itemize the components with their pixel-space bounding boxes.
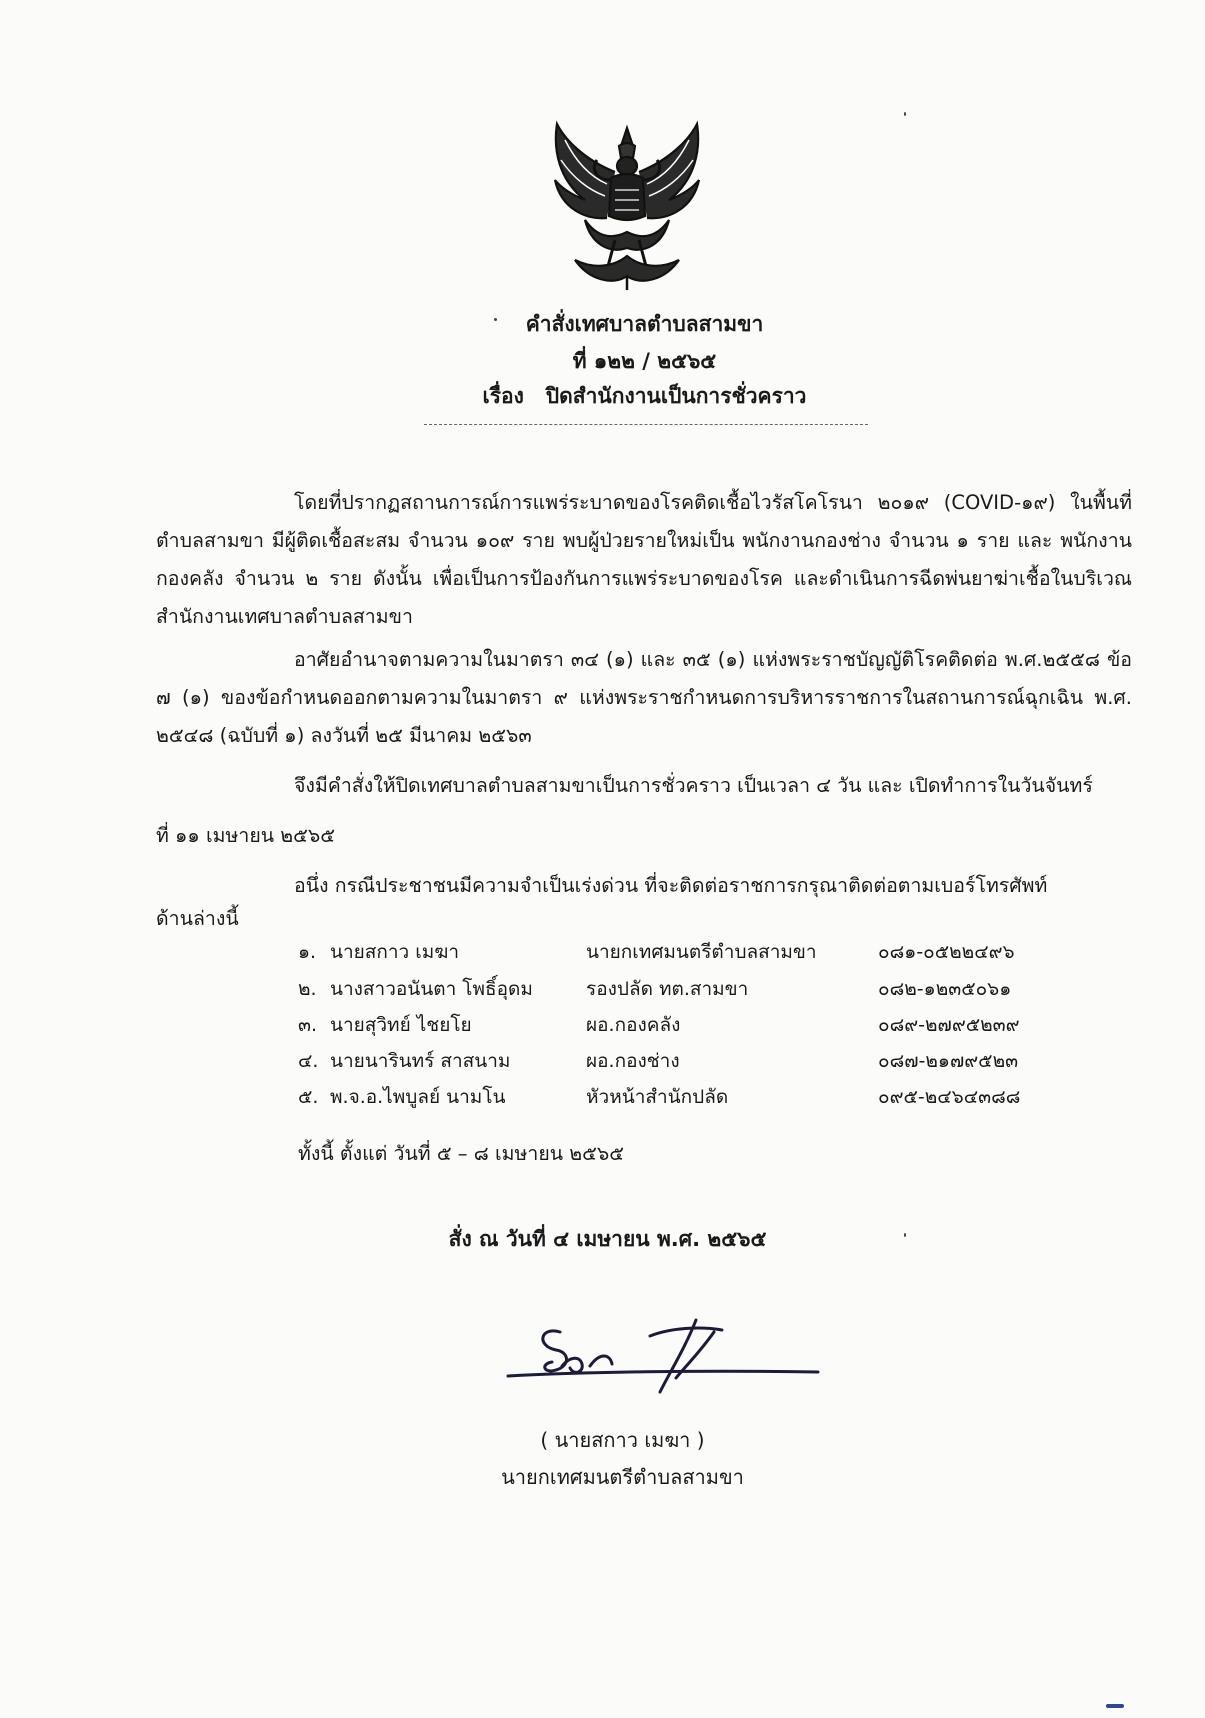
order-text-line1: จึงมีคำสั่งให้ปิดเทศบาลตำบลสามขาเป็นการชั่วคราว เป็นเวลา ๔ วัน และ เปิดทำการในวันจันทร์ [294,774,1093,797]
contact-row [298,1046,1038,1082]
contact-phone: ๐๘๑-๐๕๒๒๔๙๖ [878,941,1015,963]
contact-name: นายสุวิทย์ ไชยโย [330,1014,472,1036]
paragraph-order-line2: ที่ ๑๑ เมษายน ๒๕๖๕ [156,824,336,847]
contact-name: พ.จ.อ.ไพบูลย์ นามโน [330,1086,506,1108]
contact-number: ๔. [298,1050,319,1072]
garuda-emblem-icon [545,120,710,292]
issued-date: สั่ง ณ วันที่ ๔ เมษายน พ.ศ. ๒๕๖๕ [448,1227,767,1251]
contact-position: ผอ.กองช่าง [586,1050,680,1072]
closure-period: ทั้งนี้ ตั้งแต่ วันที่ ๕ – ๘ เมษายน ๒๕๖๕ [298,1142,625,1165]
paragraph-situation [156,484,1132,636]
order-title: คำสั่งเทศบาลตำบลสามขา [525,312,764,336]
subject-label: เรื่อง [482,384,524,408]
contact-number: ๑. [298,941,317,963]
contact-name: นายนารินทร์ สาสนาม [330,1050,511,1072]
scan-speck [1106,1704,1124,1708]
paragraph-situation-text: โดยที่ปรากฏสถานการณ์การแพร่ระบาดของโรคติดเชื้อไวรัสโคโรนา ๒๐๑๙ (COVID-๑๙) ในพื้นที่ตำบลสามขา มีผู้ติดเชื้อสะสม จำนวน ๑๐๙ ราย พบผู้ป่วยรายใหม่เป็น พนักงานกองช่าง จำนวน ๑ ราย และ พนักงานกองคลัง จำนวน ๒ ราย ดังนั้น เพื่อเป็นการป้องกันการแพร่ระบาดของโรค และดำเนินการฉีดพ่นยาฆ่าเชื้อในบริเวณสำนักงานเทศบาลตำบลสามขา [156,491,1132,628]
signer-position: นายกเทศมนตรีตำบลสามขา [501,1465,744,1489]
scan-speck [904,112,906,116]
contact-phone: ๐๘๙-๒๗๙๕๒๓๙ [878,1014,1020,1036]
contact-number: ๓. [298,1014,318,1036]
contact-position: รองปลัด ทต.สามขา [586,978,749,1000]
contact-row [298,1010,1038,1046]
contact-intro-text: อนึ่ง กรณีประชาชนมีความจำเป็นเร่งด่วน ที่จะติดต่อราชการกรุณาติดต่อตามเบอร์โทรศัพท์ [294,874,1048,897]
contact-row [298,1082,1038,1118]
paragraph-legal-basis [156,641,1132,755]
contact-name: นายสกาว เมฆา [330,941,460,963]
subject-text: ปิดสำนักงานเป็นการชั่วคราว [545,384,807,408]
scan-speck [904,1233,906,1237]
handwritten-signature-icon [500,1306,820,1406]
contact-row [298,974,1038,1010]
paragraph-legal-basis-text: อาศัยอำนาจตามความในมาตรา ๓๔ (๑) และ ๓๕ (๑) แห่งพระราชบัญญัติโรคติดต่อ พ.ศ.๒๕๕๘ ข้อ ๗ (๑) ของข้อกำหนดออกตามความในมาตรา ๙ แห่งพระราชกำหนดการบริหารราชการในสถานการณ์ฉุกเฉิน พ.ศ. ๒๕๔๘ (ฉบับที่ ๑) ลงวันที่ ๒๕ มีนาคม ๒๕๖๓ [156,648,1132,747]
contact-name: นางสาวอนันตา โพธิ์อุดม [330,978,533,1000]
contact-number: ๒. [298,978,317,1000]
contact-phone: ๐๙๕-๒๔๖๔๓๘๘ [878,1086,1021,1108]
order-subject-line [42,380,1205,413]
contact-number: ๕. [298,1086,319,1108]
contact-phone: ๐๘๗-๒๑๗๙๕๒๓ [878,1050,1019,1072]
paragraph-contact-intro-line2: ด้านล่างนี้ [156,907,239,930]
contact-position: นายกเทศมนตรีตำบลสามขา [586,941,817,963]
scan-speck [494,318,497,321]
contact-position: หัวหน้าสำนักปลัด [586,1086,729,1108]
paragraph-order-line1 [156,767,1132,805]
contact-phone: ๐๘๒-๑๒๓๕๐๖๑ [878,978,1012,1000]
order-number: ที่ ๑๒๒ / ๒๕๖๕ [572,349,717,373]
contact-position: ผอ.กองคลัง [586,1014,681,1036]
contact-row [298,937,1038,973]
signer-name: ( นายสกาว เมฆา ) [540,1428,705,1452]
separator-dashed-line [424,424,868,425]
